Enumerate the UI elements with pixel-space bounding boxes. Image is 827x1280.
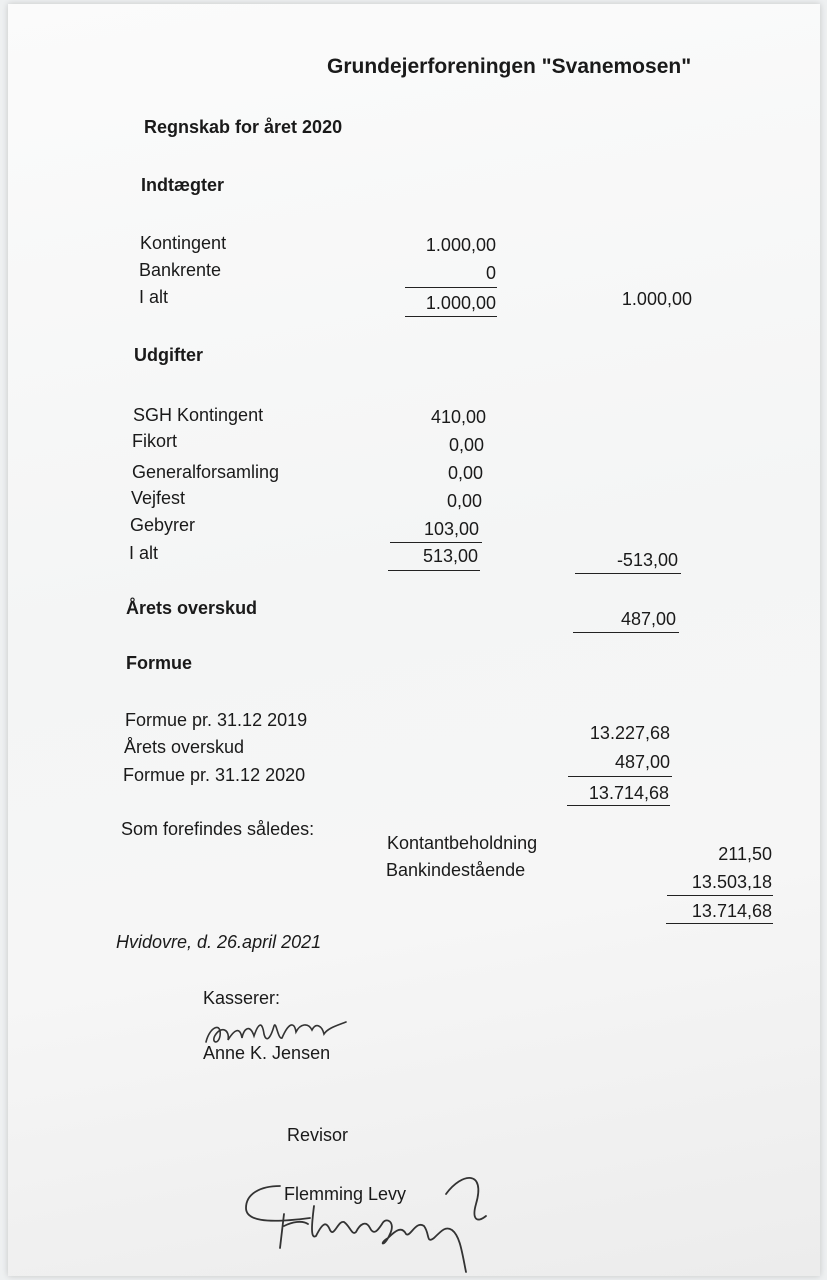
auditor-role: Revisor bbox=[287, 1125, 349, 1145]
holdings-total: 13.714,68 bbox=[691, 901, 772, 921]
expense-item-label: Fikort bbox=[132, 431, 177, 451]
equity-item-amount: 487,00 bbox=[614, 752, 670, 772]
income-item-label: Kontingent bbox=[140, 233, 227, 253]
subtotal-line bbox=[390, 542, 482, 543]
expenses-carried-amount: -513,00 bbox=[616, 550, 678, 570]
treasurer-name: Anne K. Jensen bbox=[203, 1043, 331, 1063]
association-title: Grundejerforeningen "Svanemosen" bbox=[327, 55, 692, 78]
expense-item-amount: 0,00 bbox=[446, 491, 482, 511]
treasurer-role: Kasserer: bbox=[203, 988, 281, 1008]
expense-item-label: SGH Kontingent bbox=[133, 405, 264, 425]
holding-item-amount: 211,50 bbox=[718, 844, 772, 864]
surplus-label: Årets overskud bbox=[126, 598, 258, 618]
expense-item-amount: 0,00 bbox=[448, 435, 484, 455]
holdings-label: Som forefindes således: bbox=[121, 819, 315, 839]
auditor-signature bbox=[240, 1164, 515, 1274]
auditor-name: Flemming Levy bbox=[284, 1184, 407, 1204]
surplus-amount: 487,00 bbox=[620, 609, 676, 629]
income-total-label: I alt bbox=[139, 287, 169, 307]
subtotal-line bbox=[575, 573, 681, 574]
document-page bbox=[8, 4, 820, 1276]
expense-item-label: Generalforsamling bbox=[132, 462, 280, 482]
report-title: Regnskab for året 2020 bbox=[144, 117, 343, 137]
total-underline bbox=[388, 570, 480, 571]
equity-item-label: Formue pr. 31.12 2019 bbox=[125, 710, 308, 730]
expense-item-label: Vejfest bbox=[131, 488, 186, 508]
total-underline bbox=[405, 316, 497, 317]
equity-item-label: Formue pr. 31.12 2020 bbox=[123, 765, 306, 785]
income-item-amount: 1.000,00 bbox=[425, 235, 496, 255]
expenses-total-label: I alt bbox=[129, 543, 159, 563]
expenses-heading: Udgifter bbox=[134, 345, 203, 365]
equity-item-label: Årets overskud bbox=[124, 737, 245, 757]
expense-item-amount: 410,00 bbox=[430, 407, 486, 427]
holding-item-label: Bankindestående bbox=[386, 860, 526, 880]
holding-item-amount: 13.503,18 bbox=[691, 872, 772, 892]
income-carried-amount: 1.000,00 bbox=[621, 289, 692, 309]
income-total-amount: 1.000,00 bbox=[425, 293, 496, 313]
holding-item-label: Kontantbeholdning bbox=[387, 833, 538, 853]
equity-item-amount: 13.714,68 bbox=[588, 783, 669, 803]
equity-heading: Formue bbox=[126, 653, 193, 673]
expense-item-label: Gebyrer bbox=[130, 515, 196, 535]
expense-item-amount: 103,00 bbox=[423, 519, 479, 539]
expense-item-amount: 0,00 bbox=[447, 463, 483, 483]
income-item-amount: 0 bbox=[485, 263, 496, 283]
expenses-total-amount: 513,00 bbox=[422, 546, 478, 566]
subtotal-line bbox=[568, 776, 672, 777]
subtotal-line bbox=[667, 895, 773, 896]
total-underline bbox=[573, 632, 679, 633]
total-underline bbox=[567, 805, 670, 806]
income-item-label: Bankrente bbox=[139, 260, 222, 280]
income-heading: Indtægter bbox=[141, 175, 224, 195]
subtotal-line bbox=[405, 287, 497, 288]
total-underline bbox=[666, 923, 773, 924]
place-date: Hvidovre, d. 26.april 2021 bbox=[116, 932, 322, 952]
equity-item-amount: 13.227,68 bbox=[589, 723, 670, 743]
